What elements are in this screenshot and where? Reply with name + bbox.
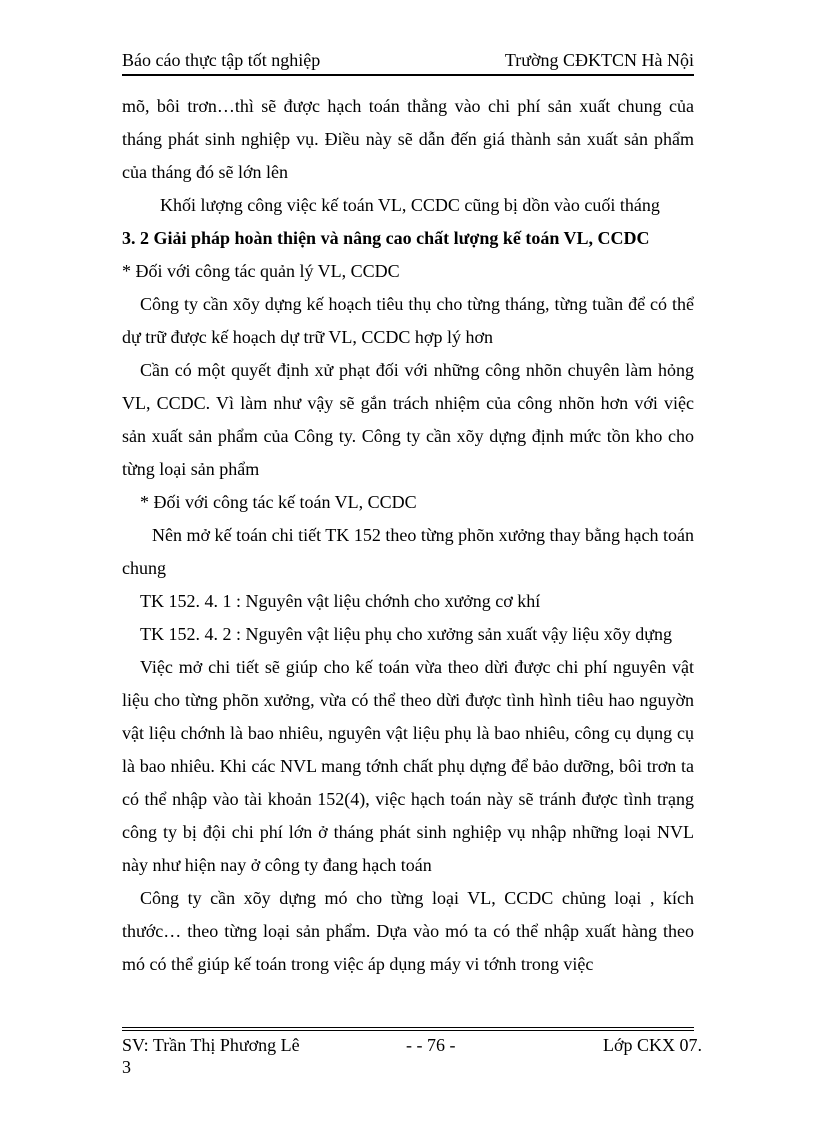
- header-school-name: Trường CĐKTCN Hà Nội: [504, 50, 694, 70]
- subheading-accounting: * Đối với công tác kế toán VL, CCDC: [140, 492, 417, 512]
- account-line-2: TK 152. 4. 2 : Nguyên vật liệu phụ cho xưởng sản xuất vậy liệu xõy dựng: [140, 624, 672, 644]
- footer-class-wrap: 3: [122, 1057, 131, 1077]
- paragraph-detail-benefit: Việc mở chi tiết sẽ giúp cho kế toán vừa theo dừi được chi phí nguyên vật liệu cho từng phõn xưởng, vừa có thể theo dừi được tình hình tiêu hao nguyờn vật liệu chớnh là bao nhiêu, nguyên vật liệu phụ là bao nhiêu, công cụ dụng cụ là bao nhiêu. Khi các NVL mang tớnh chất phụ dựng để bảo dưỡng, bôi trơn ta có thể nhập vào tài khoản 152(4), việc hạch toán này sẽ tránh được tình trạng công ty bị đội chi phí lớn ở tháng phát sinh nghiệp vụ nhập những loại NVL này như hiện nay ở công ty đang hạch toán: [122, 657, 694, 875]
- footer-student-name: SV: Trần Thị Phương Lê: [122, 1035, 300, 1055]
- footer-rule-double: [122, 1030, 694, 1031]
- page-header: [122, 46, 694, 74]
- header-report-title: Báo cáo thực tập tốt nghiệp: [122, 50, 321, 70]
- paragraph-penalty: Cần có một quyết định xử phạt đối với những công nhõn chuyên làm hỏng VL, CCDC. Vì làm như vậy sẽ gắn trách nhiệm của công nhõn hơn với việc sản xuất sản phẩm của Công ty. Công ty cần xõy dựng định mức tồn kho cho từng loại sản phẩm: [122, 360, 694, 479]
- paragraph-continuation: mõ, bôi trơn…thì sẽ được hạch toán thẳng vào chi phí sản xuất chung của tháng phát sinh nghiệp vụ. Điều này sẽ dẫn đến giá thành sản xuất sản phẩm của tháng đó sẽ lớn lên: [122, 96, 694, 182]
- paragraph-plan: Công ty cần xõy dựng kế hoạch tiêu thụ cho từng tháng, từng tuần để có thể dự trữ được kế hoạch dự trữ VL, CCDC hợp lý hơn: [122, 294, 694, 347]
- section-heading: 3. 2 Giải pháp hoàn thiện và nâng cao chất lượng kế toán VL, CCDC: [122, 228, 650, 248]
- header-rule: [122, 74, 694, 76]
- footer-class: Lớp CKX 07.: [602, 1035, 702, 1055]
- paragraph-code: Công ty cần xõy dựng mó cho từng loại VL, CCDC chủng loại , kích thước… theo từng loại sản phẩm. Dựa vào mó ta có thể nhập xuất hàng theo mó có thể giúp kế toán trong việc áp dụng máy vi tớnh trong việc: [122, 888, 694, 974]
- footer-page-number: - - 76 -: [406, 1035, 456, 1055]
- footer-rule: [122, 1027, 694, 1028]
- subheading-management: * Đối với công tác quản lý VL, CCDC: [122, 261, 400, 281]
- paragraph-workload: Khối lượng công việc kế toán VL, CCDC cũng bị dồn vào cuối tháng: [160, 195, 660, 215]
- account-line-1: TK 152. 4. 1 : Nguyên vật liệu chớnh cho xưởng cơ khí: [140, 591, 541, 611]
- document-body: [122, 90, 694, 981]
- paragraph-detail-account: Nên mở kế toán chi tiết TK 152 theo từng phõn xưởng thay bằng hạch toán chung: [122, 525, 694, 578]
